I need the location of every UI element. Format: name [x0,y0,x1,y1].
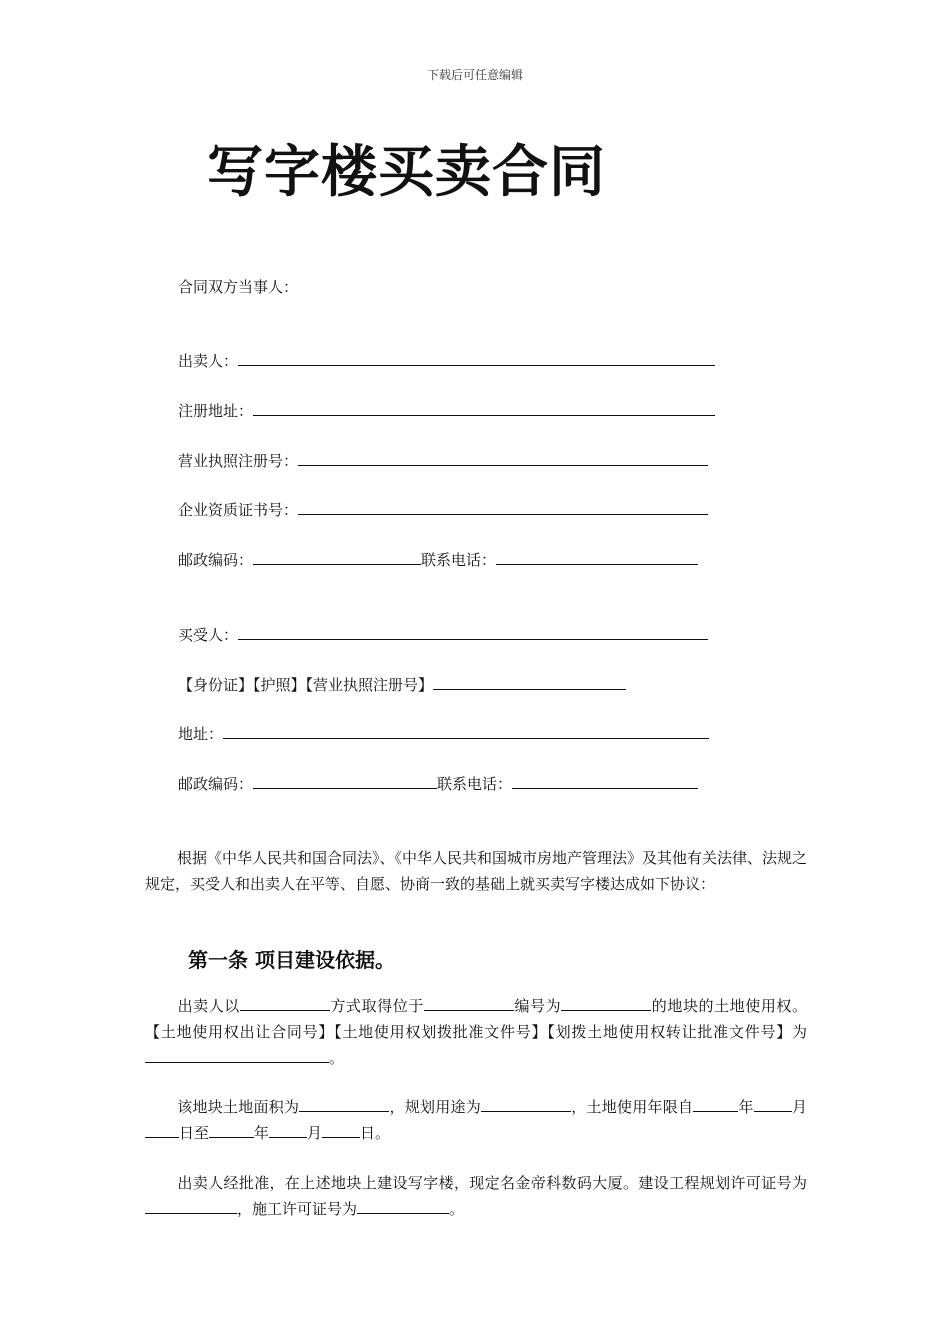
plot-number-blank[interactable] [561,996,651,1011]
buyer-phone-label: 联系电话： [437,775,513,793]
header-note: 下载后可任意编辑 [426,68,523,82]
construction-permit-blank[interactable] [357,1199,449,1214]
seller-name-row [178,350,715,371]
land-area-blank[interactable] [299,1097,389,1112]
seller-qualification-blank[interactable] [298,499,708,515]
p1-text-5: 。 [329,1049,345,1067]
seller-license-blank[interactable] [298,450,708,466]
p2-text-6: 日至 [179,1124,210,1142]
buyer-address-blank[interactable] [223,723,709,739]
seller-license-row [178,450,708,471]
p3-text-1: 出卖人经批准，在上述地块上建设写字楼，现定名金帝科数码大厦。建设工程规划许可证号为 [177,1174,807,1192]
seller-license-label: 营业执照注册号： [178,452,299,470]
p2-text-5: 月 [791,1098,807,1116]
preamble-text: 根据《中华人民共和国合同法》、《中华人民共和国城市房地产管理法》及其他有关法律、法规之规定，买受人和出卖人在平等、自愿、协商一致的基础上就买卖写字楼达成如下协议： [145,849,808,893]
start-month-blank[interactable] [754,1097,792,1112]
location-blank[interactable] [424,996,514,1011]
seller-postal-label: 邮政编码： [178,551,254,569]
land-use-blank[interactable] [481,1097,571,1112]
seller-postal-blank[interactable] [253,549,421,565]
p3-text-2: ，施工许可证号为 [237,1200,358,1218]
seller-qualification-label: 企业资质证书号： [178,501,299,519]
seller-address-row [178,400,715,421]
p2-text-8: 月 [307,1124,323,1142]
seller-qualification-row [178,499,708,520]
buyer-address-label: 地址： [178,725,224,743]
acquire-method-blank[interactable] [240,996,330,1011]
seller-name-label: 出卖人： [178,352,239,370]
p1-text-4: 的地块的土地使用权。【土地使用权出让合同号】【土地使用权划拨批准文件号】【划拨土地使用权转让批准文件号】为 [145,997,807,1041]
buyer-postal-blank[interactable] [253,773,437,789]
p2-text-3: ，土地使用年限自 [570,1098,694,1116]
preamble-paragraph [145,845,807,897]
buyer-address-row [178,723,709,744]
article-1-paragraph-3 [145,1170,807,1222]
p1-text-2: 方式取得位于 [329,997,424,1015]
planning-permit-blank[interactable] [145,1199,237,1214]
seller-contact-row [178,549,698,570]
document-title: 写字楼买卖合同 [207,140,606,205]
p1-text-3: 编号为 [513,997,562,1015]
end-year-blank[interactable] [209,1123,254,1138]
article-1-paragraph-1 [145,993,807,1071]
buyer-id-row [178,674,626,695]
p2-text-9: 日。 [360,1124,391,1142]
start-year-blank[interactable] [693,1097,738,1112]
seller-phone-label: 联系电话： [421,551,497,569]
parties-heading: 合同双方当事人： [178,278,299,296]
p2-text-1: 该地块土地面积为 [177,1098,300,1116]
buyer-phone-blank[interactable] [512,773,698,789]
article-1-title: 第一条 项目建设依据。 [188,948,395,972]
p1-text-1: 出卖人以 [177,997,240,1015]
seller-phone-blank[interactable] [496,549,698,565]
seller-name-blank[interactable] [238,350,715,366]
article-1-paragraph-2 [145,1094,807,1146]
start-day-blank[interactable] [145,1123,179,1138]
p2-text-7: 年 [254,1124,270,1142]
p3-text-3: 。 [449,1200,465,1218]
buyer-contact-row [178,773,698,794]
buyer-id-blank[interactable] [433,674,626,690]
buyer-id-label: 【身份证】【护照】【营业执照注册号】 [178,676,434,694]
buyer-name-row [178,624,708,645]
end-month-blank[interactable] [269,1123,307,1138]
p2-text-2: ，规划用途为 [389,1098,481,1116]
seller-address-blank[interactable] [253,400,715,416]
contract-number-blank[interactable] [145,1048,329,1063]
p2-text-4: 年 [738,1098,754,1116]
buyer-postal-label: 邮政编码： [178,775,254,793]
buyer-name-blank[interactable] [238,624,708,640]
end-day-blank[interactable] [322,1123,360,1138]
seller-address-label: 注册地址： [178,402,254,420]
buyer-name-label: 买受人： [178,626,239,644]
